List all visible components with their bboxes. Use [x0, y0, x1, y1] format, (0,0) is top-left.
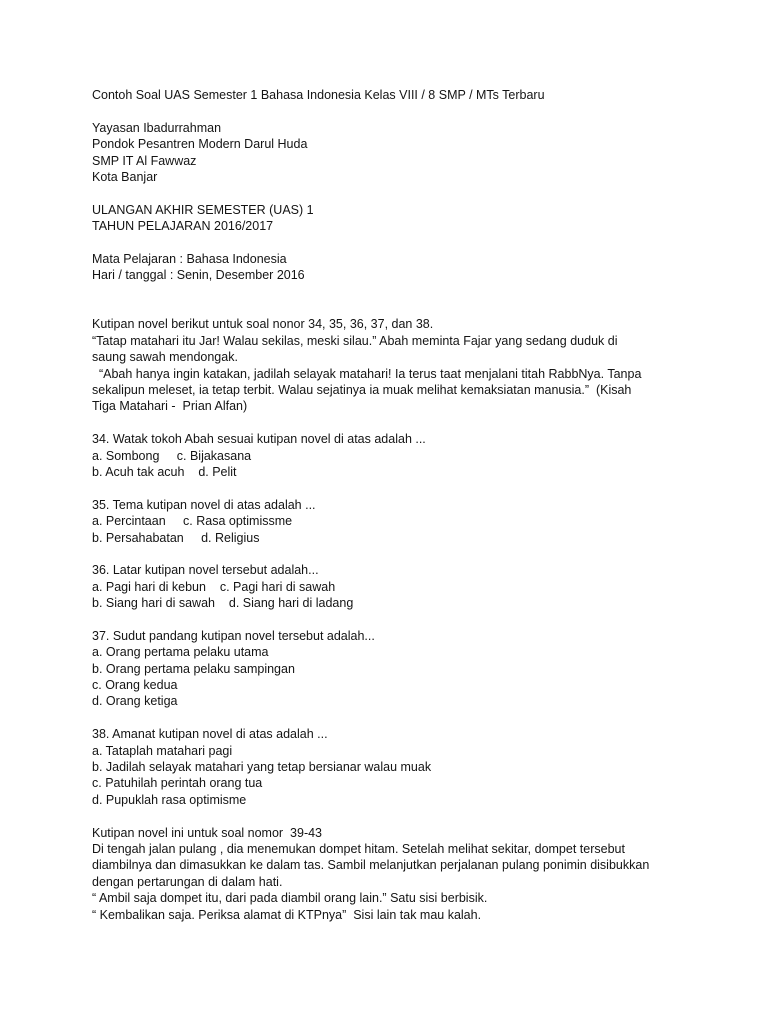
- school-name: SMP IT Al Fawwaz: [92, 153, 197, 168]
- exam-date: Hari / tanggal : Senin, Desember 2016: [92, 268, 305, 283]
- question-option: d. Orang ketiga: [92, 694, 178, 709]
- passage-line: Tiga Matahari - Prian Alfan): [92, 399, 248, 414]
- exam-header: [92, 202, 692, 235]
- question-37: [92, 628, 692, 710]
- question-text: 34. Watak tokoh Abah sesuai kutipan novel di atas adalah ...: [92, 432, 426, 447]
- city-name: Kota Banjar: [92, 169, 158, 184]
- passage-line: diambilnya dan dimasukkan ke dalam tas. Sambil melanjutkan perjalanan pulang ponimin disibukkan: [92, 858, 650, 873]
- question-text: 36. Latar kutipan novel tersebut adalah...: [92, 563, 319, 578]
- spacer: [92, 480, 692, 496]
- question-option: a. Sombong c. Bijakasana: [92, 448, 252, 463]
- pondok-name: Pondok Pesantren Modern Darul Huda: [92, 137, 308, 152]
- spacer: [92, 808, 692, 824]
- passage-intro: Kutipan novel berikut untuk soal nonor 34, 35, 36, 37, dan 38.: [92, 317, 434, 332]
- question-option: a. Orang pertama pelaku utama: [92, 645, 269, 660]
- spacer: [92, 546, 692, 562]
- exam-subject: Mata Pelajaran : Bahasa Indonesia: [92, 251, 287, 266]
- question-option: b. Persahabatan d. Religius: [92, 530, 260, 545]
- passage-1: [92, 316, 692, 414]
- question-text: 37. Sudut pandang kutipan novel tersebut adalah...: [92, 628, 375, 643]
- question-option: a. Pagi hari di kebun c. Pagi hari di sawah: [92, 579, 336, 594]
- spacer: [92, 415, 692, 431]
- passage-intro: Kutipan novel ini untuk soal nomor 39-43: [92, 825, 323, 840]
- exam-info: [92, 251, 692, 284]
- school-header: [92, 120, 692, 186]
- question-34: [92, 431, 692, 480]
- exam-name: ULANGAN AKHIR SEMESTER (UAS) 1: [92, 202, 314, 217]
- passage-line: “Abah hanya ingin katakan, jadilah selayak matahari! Ia terus taat menjalani titah RabbNya. Tanpa: [92, 366, 642, 381]
- spacer: [92, 612, 692, 628]
- passage-line: sekalipun meleset, ia tetap terbit. Walau sejatinya ia muak melihat kemaksiatan manusia.” (Kisah: [92, 383, 632, 398]
- passage-line: “Tatap matahari itu Jar! Walau sekilas, meski silau.” Abah meminta Fajar yang sedang duduk di: [92, 333, 618, 348]
- question-option: b. Siang hari di sawah d. Siang hari di ladang: [92, 596, 354, 611]
- question-option: b. Orang pertama pelaku sampingan: [92, 661, 295, 676]
- passage-line: “ Ambil saja dompet itu, dari pada diambil orang lain.” Satu sisi berbisik.: [92, 891, 488, 906]
- spacer: [92, 185, 692, 201]
- exam-year: TAHUN PELAJARAN 2016/2017: [92, 219, 274, 234]
- document-body: [92, 87, 692, 923]
- spacer: [92, 284, 692, 317]
- question-35: [92, 497, 692, 546]
- question-option: b. Jadilah selayak matahari yang tetap bersianar walau muak: [92, 760, 432, 775]
- question-option: a. Percintaan c. Rasa optimissme: [92, 514, 293, 529]
- passage-2: [92, 825, 692, 923]
- question-option: c. Patuhilah perintah orang tua: [92, 776, 263, 791]
- passage-line: saung sawah mendongak.: [92, 350, 238, 365]
- document-title: Contoh Soal UAS Semester 1 Bahasa Indonesia Kelas VIII / 8 SMP / MTs Terbaru: [92, 88, 545, 102]
- passage-line: Di tengah jalan pulang , dia menemukan dompet hitam. Setelah melihat sekitar, dompet tersebut: [92, 841, 625, 856]
- question-option: b. Acuh tak acuh d. Pelit: [92, 465, 237, 479]
- question-text: 35. Tema kutipan novel di atas adalah ...: [92, 497, 316, 512]
- question-text: 38. Amanat kutipan novel di atas adalah ...: [92, 727, 328, 742]
- question-option: a. Tataplah matahari pagi: [92, 743, 233, 758]
- question-option: c. Orang kedua: [92, 678, 178, 693]
- passage-line: “ Kembalikan saja. Periksa alamat di KTPnya” Sisi lain tak mau kalah.: [92, 907, 482, 922]
- spacer: [92, 235, 692, 251]
- foundation-name: Yayasan Ibadurrahman: [92, 120, 222, 135]
- question-option: d. Pupuklah rasa optimisme: [92, 792, 247, 807]
- passage-line: dengan pertarungan di dalam hati.: [92, 874, 283, 889]
- spacer: [92, 710, 692, 726]
- question-36: [92, 562, 692, 611]
- spacer: [92, 103, 692, 119]
- question-38: [92, 726, 692, 808]
